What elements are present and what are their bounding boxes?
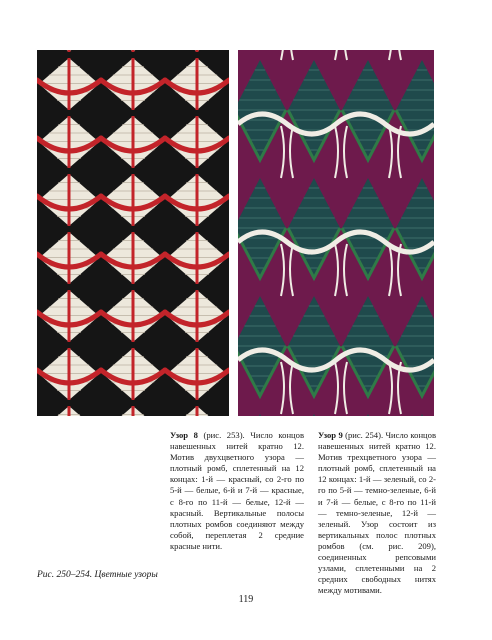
pattern-9-description (318, 430, 436, 596)
pattern-8-lead: Узор 8 (170, 430, 198, 440)
page-number: 119 (238, 594, 254, 605)
figure-caption: Рис. 250–254. Цветные узоры (37, 570, 158, 580)
pattern-9-body: (рис. 254). Число концов навешенных нитей кратно 12. Мотив трехцветного узора — плотный ромб, сплетенный на 12 концах: 1-й — зеленый, со 2-го по 5-й — темно-зеленые, 6-й и 7-й — белые, с 8-го по 11-й — темно-зеленые, 12-й — зеленый. Узор состоит из вертикальных полос плотных ромбов (см. рис. 209), соединенных репсовыми узлами, сплетенными на 2 средних свободных нитях между мотивами. (318, 430, 436, 596)
green-white-knot-illustration (238, 50, 434, 416)
right-macrame-photo (238, 50, 434, 416)
left-macrame-photo (37, 50, 229, 416)
pattern-9-lead: Узор 9 (318, 430, 343, 440)
red-white-knot-illustration (37, 50, 229, 416)
pattern-8-description (170, 430, 304, 552)
pattern-8-body: (рис. 253). Число концов навешенных нитей кратно 12. Мотив двухцветного узора — плотный ромб, сплетенный на 12 концах: 1-й — красный, со 2-го по 5-й — белые, 6-й и 7-й — красные, с 8-го по 11-й — белые, 12-й — красный. Вертикальные полосы плотных ромбов соединяют между собой, переплетая 2 средние красные нити. (170, 430, 305, 551)
